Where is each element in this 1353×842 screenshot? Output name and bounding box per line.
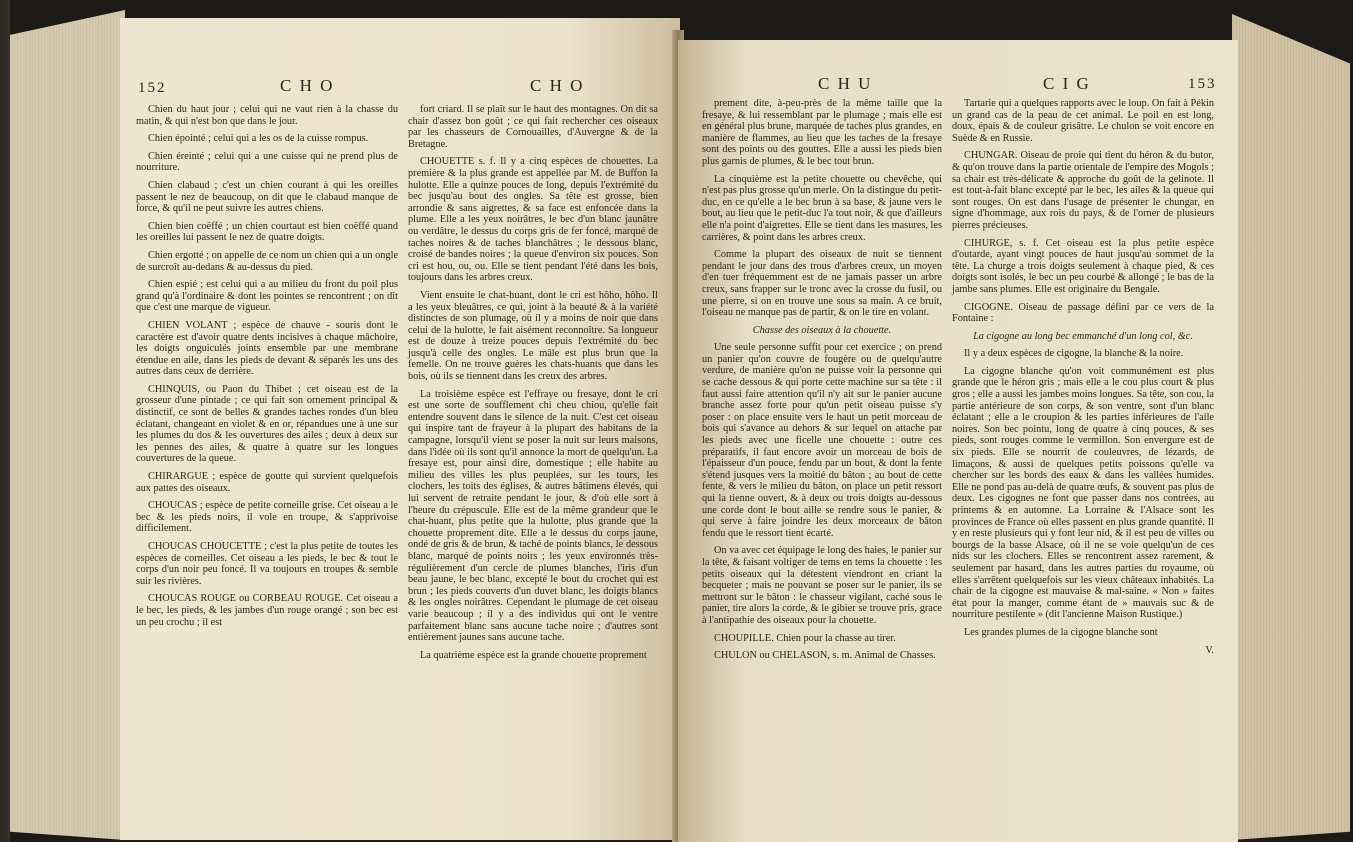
entry: prement dite, à-peu-près de la même taille que la fresaye, & lui ressemblant par le plumage ; mais elle est en général plus brune, marquée de taches plus grandes, en manière de flammes, au lieu que les taches de la fresaye sont des points ou des gouttes. Elle a aussi les pieds bien plus garnis de plumes, & le bec tout brun. (702, 98, 942, 167)
entry: La cigogne blanche qu'on voit communément est plus grande que le héron gris ; mais elle a le cou plus court & plus gros ; elle a aussi les jambes moins longues. Sa tête, son cou, la partie antérieure de son corps, & son ventre, sont d'un blanc éclatant ; elle a le croupion & les parties inférieures de l'aile noires. Son bec pointu, long de quatre à cinq pouces, & ses pieds, sont rouges comme le vermillon. Son envergure est de six pieds. Elle se nourrit de couleuvres, de lézards, de limaçons, & aussi de quelques petits poissons qu'elle va chercher sur les bords des eaux & dans les vallées humides. Elle ne pond pas au-delà de quatre œufs, & souvent pas plus de deux. Les cigognes ne font que passer dans nos contrées, au printems & en automne. La Lorraine & l'Alsace sont les provinces de France où elles passent en plus grande quantité. Il y en reste plusieurs qui y font leur nid, & il est peu de villes ou bourgs de la basse Alsace, où il ne se voie quelqu'un de ces nids sur les clochers. Elles se rencontrent assez rarement, & seulement par hasard, dans les autres parties du royaume, où elles s'arrêtent quelquefois sur les vieux châteaux inhabités. La chair de la cigogne est mauvaise & mal-saine. « Non » faites état pour la manger, comme étant de » mauvais suc & de nourriture pestilente » (dit l'ancienne Maison Rustique.) (952, 365, 1214, 621)
entry: Chien bien coëffé ; un chien courtaut est bien coëffé quand les oreilles lui passent le nez de quatre doigts. (136, 220, 398, 244)
right-column-1 (702, 98, 942, 828)
quotation: La cigogne au long bec emmanché d'un long col, &c. (973, 330, 1193, 342)
page-number: 153 (1188, 76, 1217, 92)
entry: CHOUETTE s. f. Il y a cinq espèces de chouettes. La première & la plus grande est appellée par M. de Buffon la hulotte. Elle a quinze pouces de long, depuis l'extrémité du bec jusqu'au bout des ongles. Sa tête est grosse, bien arrondie & sans aigrettes, & sa face est enfoncée dans la plume. Elle a les yeux noirâtres, le bec d'un blanc jaunâtre ou verdâtre, le dessus du corps gris de fer foncé, marqué de taches noires & de taches blanchâtres ; le dessous blanc, croisé de bandes noires ; la queue d'environ six pouces. Son cri est hou, ou, ou. Elle se tient pendant l'été dans les bois, toujours dans les arbres creux. (408, 156, 658, 284)
entry: La cinquième est la petite chouette ou chevêche, qui n'est pas plus grosse qu'un merle. On la distingue du petit-duc, en ce qu'elle a le bec brun à sa base, & jaune vers le bout, au lieu que le petit-duc l'a tout noir, & que d'ailleurs elle n'a point d'aigrettes. Elle se tient dans les masures, les carrières, & point dans les arbres creux. (702, 173, 942, 243)
entry: On va avec cet équipage le long des haies, le panier sur la tête, & faisant voltiger de tems en tems la chouette : les petits oiseaux qui la détestent viendront en criant la becqueter ; mais ne pouvant se poser sur le panier, ils se mettront sur le bâton : le chasseur vigilant, caché sous le panier, tire alors la corde, & le gibier se trouve pris, grace à l'antipathie des oiseaux pour la chouette. (702, 545, 942, 626)
entry: CHULON ou CHELASON, s. m. Animal de Chasses. (714, 650, 936, 662)
entry: Tartarie qui a quelques rapports avec le loup. On fait à Pékin un grand cas de la peau de cet animal. Le poil en est long, doux, épais & de couleur grisâtre. Le chulon se voit encore en Suède & en Russie. (952, 98, 1214, 144)
running-head: C H O (280, 76, 335, 95)
entry: Comme la plupart des oiseaux de nuit se tiennent pendant le jour dans des trous d'arbres creux, un moyen d'en tuer fréquemment est de ne jamais passer un arbre creux, sans frapper sur le tronc avec la crosse du fusil, ou une pierre, si on en trouve une sous sa main. A ce bruit, l'oiseau ne manque pas de partir, & on le tire en volant. (702, 249, 942, 319)
right-page-edges (1232, 14, 1350, 840)
running-head: C H U (818, 74, 873, 93)
right-column-2 (952, 98, 1214, 828)
running-head: C I G (1043, 74, 1091, 93)
section-heading: Chasse des oiseaux à la chouette. (752, 324, 892, 336)
entry: CHOUCAS CHOUCETTE ; c'est la plus petite de toutes les espèces de corneilles. Cet oiseau a les pieds, le bec & tout le corps d'un noir peu foncé. Il va toujours en troupes & semble suir les rivières. (136, 541, 398, 587)
entry: CHIRARGUE ; espèce de goutte qui survient quelquefois aux pattes des oiseaux. (136, 471, 398, 494)
entry: Une seule personne suffit pour cet exercice ; on prend un panier qu'on couvre de fougère ou de quelqu'autre verdure, de manière qu'on ne puisse voir la personne qui se cache dessous & qui porte cette machine sur sa tête : il faut aussi faire attention qu'il n'y ait sur le panier aucune branche assez forte pour qu'un petit oiseau puisse s'y poser : on place ensuite vers le haut un petit morceau de bois qui s'avance au dehors & sur lequel on attache par les pieds avec une ficelle une chouette : outre ces préparatifs, il faut encore avoir un morceau de bois de l'épaisseur d'un pouce, fendu par un bout, & dont la fente s'étend jusques vers la moitié du bâton ; au bout de cette fente, & vers le milieu du bâton, on place un petit ressort qui la tienne ouvert, & à deux ou trois doigts au-dessous une corde dont le bout aille se rendre sous le panier, & qui serve à faire joindre les deux morceaux de bâton fendu que le ressort tient écarté. (702, 342, 942, 539)
left-page (120, 18, 680, 840)
entry: Vient ensuite le chat-huant, dont le cri est hôho, hôho. Il a les yeux bleuâtres, ce qui, joint à la beauté & à la variété distinctes de son plumage, où il y a moins de noir que dans celui de la hulotte, le fait aisément reconnoître. Sa longueur est de douze à treize pouces depuis l'extrémité du bec jusqu'à celle des ongles. Le mâle est plus brun que la femelle. On ne trouve guères les chats-huants que dans les bois, où ils se tiennent dans les creux des arbres. (408, 289, 658, 383)
background (0, 0, 10, 842)
entry: Chien espié ; est celui qui a au milieu du front du poil plus grand qu'à l'ordinaire & dont les pointes se rencontrent ; on dit que c'est une marque de vigueur. (136, 279, 398, 314)
entry: CHINQUIS, ou Paon du Thibet ; cet oiseau est de la grosseur d'une pintade ; ce qui fait son ornement principal & distinctif, ce sont de belles & grandes taches rondes d'un bleu éclatant, changeant en violet & en or, répandues une à une sur les plumes du dos & les ouvertures des ailes ; deux à deux sur les pennes des ailes, & quatre à quatre sur les longues couvertures de la queue. (136, 383, 398, 465)
entry: CHOUCAS ; espèce de petite corneille grise. Cet oiseau a le bec & les pieds noirs, il vole en troupe, & s'apprivoise difficilement. (136, 500, 398, 535)
entry: Il y a deux espèces de cigogne, la blanche & la noire. (964, 348, 1184, 360)
entry: La quatrième espèce est la grande chouette proprement (420, 649, 647, 661)
running-head: C H O (530, 76, 585, 95)
catchword: V. (1205, 644, 1214, 656)
entry: Les grandes plumes de la cigogne blanche sont (964, 626, 1158, 638)
entry: fort criard. Il se plaît sur le haut des montagnes. On dit sa chair d'assez bon goût ; ce qui fait rechercher ces oiseaux par les chasseurs de Cornouailles, d'Auvergne & de la Bretagne. (408, 104, 658, 150)
entry: Chien du haut jour ; celui qui ne vaut rien à la chasse du matin, & qui n'est bon que dans le jour. (136, 104, 398, 127)
entry: CHOUCAS ROUGE ou CORBEAU ROUGE. Cet oiseau a le bec, les pieds, & les jambes d'un rouge orangé ; son bec est un peu crochu ; il est (136, 593, 398, 628)
left-page-edges (10, 10, 125, 840)
entry: Chien épointé ; celui qui a les os de la cuisse rompus. (148, 133, 369, 145)
entry: CIGOGNE. Oiseau de passage défini par ce vers de la Fontaine : (952, 301, 1214, 325)
entry: CHUNGAR. Oiseau de proie qui tient du héron & du butor, & qu'on trouve dans la partie orientale de l'empire des Mogols ; sa chair est très-délicate & approche du goût de la gelinote. Il est tout-à-fait blanc excepté par le bec, les ailes & la queue qui sont rouges. On est dans l'usage de présenter le chungar, en signe d'hommage, aux rois du pays, & de l'orner de plusieurs pierres précieuses. (952, 150, 1214, 231)
entry: CIHURGE, s. f. Cet oiseau est la plus petite espèce d'outarde, ayant vingt pouces de haut jusqu'au sommet de la tête. La churge a trois doigts seulement à chaque pied, & ces doigts sont isolés, le bec un peu courbé & allongé ; le bas de la jambe sans plumes. Elle est originaire du Bengale. (952, 237, 1214, 295)
entry: CHOUPILLE. Chien pour la chasse au tirer. (714, 632, 896, 644)
right-page (678, 40, 1238, 842)
entry: Chien éreinté ; celui qui a une cuisse qui ne prend plus de nourriture. (136, 150, 398, 174)
left-column-1 (136, 104, 398, 834)
entry: La troisième espèce est l'effraye ou fresaye, dont le cri est une sorte de soufflement chi cheu chiou, qu'elle fait entendre souvent dans le silence de la nuit. C'est cet oiseau qui inspire tant de frayeur à la plupart des habitans de la campagne, lorsqu'il vient se poser la nuit sur leurs maisons, dans l'idée où ils sont qu'il annonce la mort de quelqu'un. La fresaye est, pour ainsi dire, domestique ; elle habite au milieu des villes les plus peuplées, sur les tours, les clochers, les toits des églises, & autres bâtimens élevés, qui lui servent de retraite pendant le jour, & d'où elle sort à l'heure du crépuscule. Elle est de la même grandeur que le chat-huant, plus petite que la hulotte, plus grande que la chouette proprement dite. Elle a le dessus du corps jaune, ondé de gris & de brun, & taché de points blancs, le dessous blanc, marqué de points noirs ; les yeux environnés très-régulièrement d'un cercle de plumes blanches, l'iris d'un beau jaune, le bec blanc, excepté le bout du crochet qui est brun ; les pieds couverts d'un duvet blanc, les doigts blancs & les ongles noirâtres. Cependant le plumage de cet oiseau varie beaucoup ; il y a des individus qui ont le ventre parfaitement blanc sans aucune tache noire ; d'autres sont entièrement jaunes sans aucune tache. (408, 388, 658, 644)
entry: Chien clabaud ; c'est un chien courant à qui les oreilles passent le nez de beaucoup, on dit que le clabaud manque de force, & qu'il ne peut suivre les autres chiens. (136, 179, 398, 215)
page-number: 152 (138, 80, 167, 96)
entry: CHIEN VOLANT ; espèce de chauve - souris dont le caractère est d'avoir quatre dents incisives à chaque mâchoire, les doigts onguiculés joints ensemble par une membrane étendue en aile, dans les pieds de devant & séparés les uns des autres dans ceux de derrière. (136, 319, 398, 378)
entry: Chien ergotté ; on appelle de ce nom un chien qui a un ongle de surcroît au-dedans & au-dessus du pied. (136, 249, 399, 273)
left-column-2 (408, 104, 658, 834)
